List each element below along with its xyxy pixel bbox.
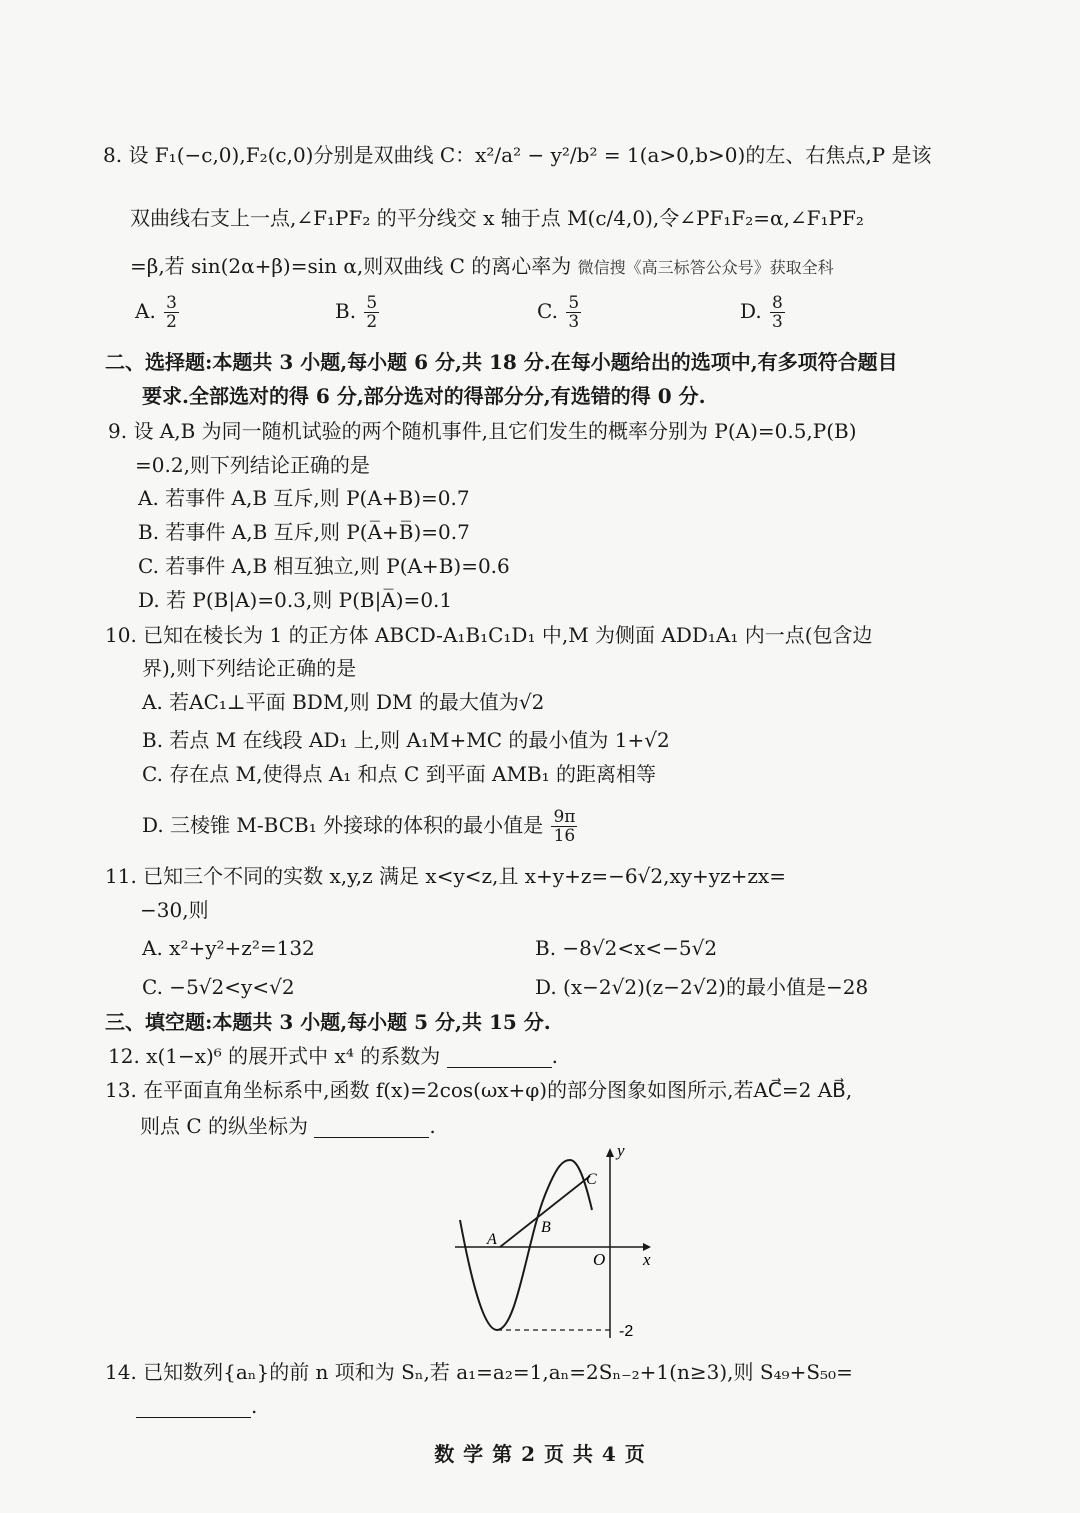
label-y: y: [617, 1141, 625, 1160]
q10-option-d: [142, 808, 579, 845]
q13-line2: [140, 1114, 436, 1138]
q9-option-a: A. 若事件 A,B 互斥,则 P(A+B)=0.7: [138, 486, 470, 510]
q10-line1: 10. 已知在棱长为 1 的正方体 ABCD-A₁B₁C₁D₁ 中,M 为侧面 ADD₁A₁ 内一点(包含边: [105, 623, 873, 647]
option-fraction: $\frac{8}{3}$: [772, 293, 783, 332]
option-fraction: $\frac{3}{2}$: [166, 293, 177, 332]
q8-option-d: [740, 294, 787, 331]
q8-option-b: [335, 294, 381, 331]
label-c: C: [586, 1171, 597, 1188]
q11-option-b: B. −8√2<x<−5√2: [535, 936, 718, 960]
q11-line1: 11. 已知三个不同的实数 x,y,z 满足 x<y<z,且 x+y+z=−6√2,xy+yz+zx=: [105, 864, 786, 888]
q13-text: 则点 C 的纵坐标为: [140, 1114, 309, 1138]
q12-text: 12. x(1−x)⁶ 的展开式中 x⁴ 的系数为: [108, 1044, 441, 1068]
cosine-curve: [460, 1160, 592, 1330]
watermark-text: 微信搜《高三标答公众号》获取全科: [577, 258, 834, 277]
q11-option-c: C. −5√2<y<√2: [142, 975, 295, 999]
q13-period: .: [429, 1114, 436, 1138]
q10-option-b: B. 若点 M 在线段 AD₁ 上,则 A₁M+MC 的最小值为 1+√2: [142, 728, 670, 752]
q10-option-c: C. 存在点 M,使得点 A₁ 和点 C 到平面 AMB₁ 的距离相等: [142, 762, 657, 786]
label-b: B: [541, 1219, 551, 1236]
q10-option-a: A. 若AC₁⊥平面 BDM,则 DM 的最大值为√2: [142, 690, 545, 714]
section3-heading: 三、填空题:本题共 3 小题,每小题 5 分,共 15 分.: [105, 1010, 551, 1034]
q12-line: [108, 1044, 558, 1068]
section2-heading-cont: 要求.全部选对的得 6 分,部分选对的得部分分,有选错的得 0 分.: [142, 384, 706, 408]
q9-option-c: C. 若事件 A,B 相互独立,则 P(A+B)=0.6: [138, 554, 510, 578]
q11-option-d: D. (x−2√2)(z−2√2)的最小值是−28: [535, 975, 869, 999]
q14-period: .: [251, 1394, 258, 1418]
option-label: C.: [537, 299, 558, 323]
q11-line2: −30,则: [140, 898, 209, 922]
y-axis-arrow: [606, 1148, 614, 1157]
q9-line2: =0.2,则下列结论正确的是: [135, 453, 370, 477]
q11-option-a: A. x²+y²+z²=132: [142, 936, 315, 960]
q8-option-c: [537, 294, 583, 331]
q14-line1: 14. 已知数列{aₙ}的前 n 项和为 Sₙ,若 a₁=a₂=1,aₙ=2Sₙ₋₂+1(n≥3),则 S₄₉+S₅₀=: [105, 1360, 853, 1384]
q8-line2: 双曲线右支上一点,∠F₁PF₂ 的平分线交 x 轴于点 M(c/4,0),令∠PF₁F₂=α,∠F₁PF₂: [130, 206, 864, 230]
option-label: D.: [740, 299, 762, 323]
q12-period: .: [551, 1044, 558, 1068]
q8-line3: [130, 254, 834, 280]
option-label: A.: [135, 299, 156, 323]
option-fraction: $\frac{5}{2}$: [366, 293, 378, 332]
q9-option-b: B. 若事件 A,B 互斥,则 P(A̅+B̅)=0.7: [138, 520, 470, 544]
q9-line1: 9. 设 A,B 为同一随机试验的两个随机事件,且它们发生的概率分别为 P(A)=0.5,P(B): [108, 419, 857, 443]
cosine-graph: [445, 1140, 675, 1345]
q13-line1: 13. 在平面直角坐标系中,函数 f(x)=2cos(ωx+φ)的部分图象如图所示,若AC⃗=2 AB⃗,: [105, 1078, 853, 1102]
q14-answer-blank: [136, 1399, 251, 1418]
label-x: x: [643, 1250, 651, 1269]
label-min: -2: [619, 1323, 634, 1340]
label-a: A: [487, 1231, 497, 1248]
q14-line2: [136, 1394, 257, 1418]
q10-option-d-text: D. 三棱锥 M-BCB₁ 外接球的体积的最小值是: [142, 813, 544, 837]
option-fraction: $\frac{5}{3}$: [568, 293, 580, 332]
q9-option-d: D. 若 P(B|A)=0.3,则 P(B|A̅)=0.1: [138, 588, 453, 612]
q8-line1: 8. 设 F₁(−c,0),F₂(c,0)分别是双曲线 C：x²/a² − y²/b² = 1(a>0,b>0)的左、右焦点,P 是该: [103, 143, 932, 167]
line-abc: [500, 1176, 590, 1247]
page-footer: 数 学 第 2 页 共 4 页: [434, 1442, 646, 1466]
q10-option-d-fraction: $\frac{9\pi}{16}$: [553, 807, 576, 846]
section2-heading: 二、选择题:本题共 3 小题,每小题 6 分,共 18 分.在每小题给出的选项中,有多项符合题目: [105, 350, 898, 374]
q8-line3-text: =β,若 sin(2α+β)=sin α,则双曲线 C 的离心率为: [130, 254, 572, 278]
label-origin: O: [593, 1250, 606, 1269]
q8-option-a: [135, 294, 181, 331]
q12-answer-blank: [447, 1049, 552, 1068]
option-label: B.: [335, 299, 357, 323]
q13-answer-blank: [314, 1119, 429, 1138]
q10-line2: 界),则下列结论正确的是: [142, 656, 357, 680]
